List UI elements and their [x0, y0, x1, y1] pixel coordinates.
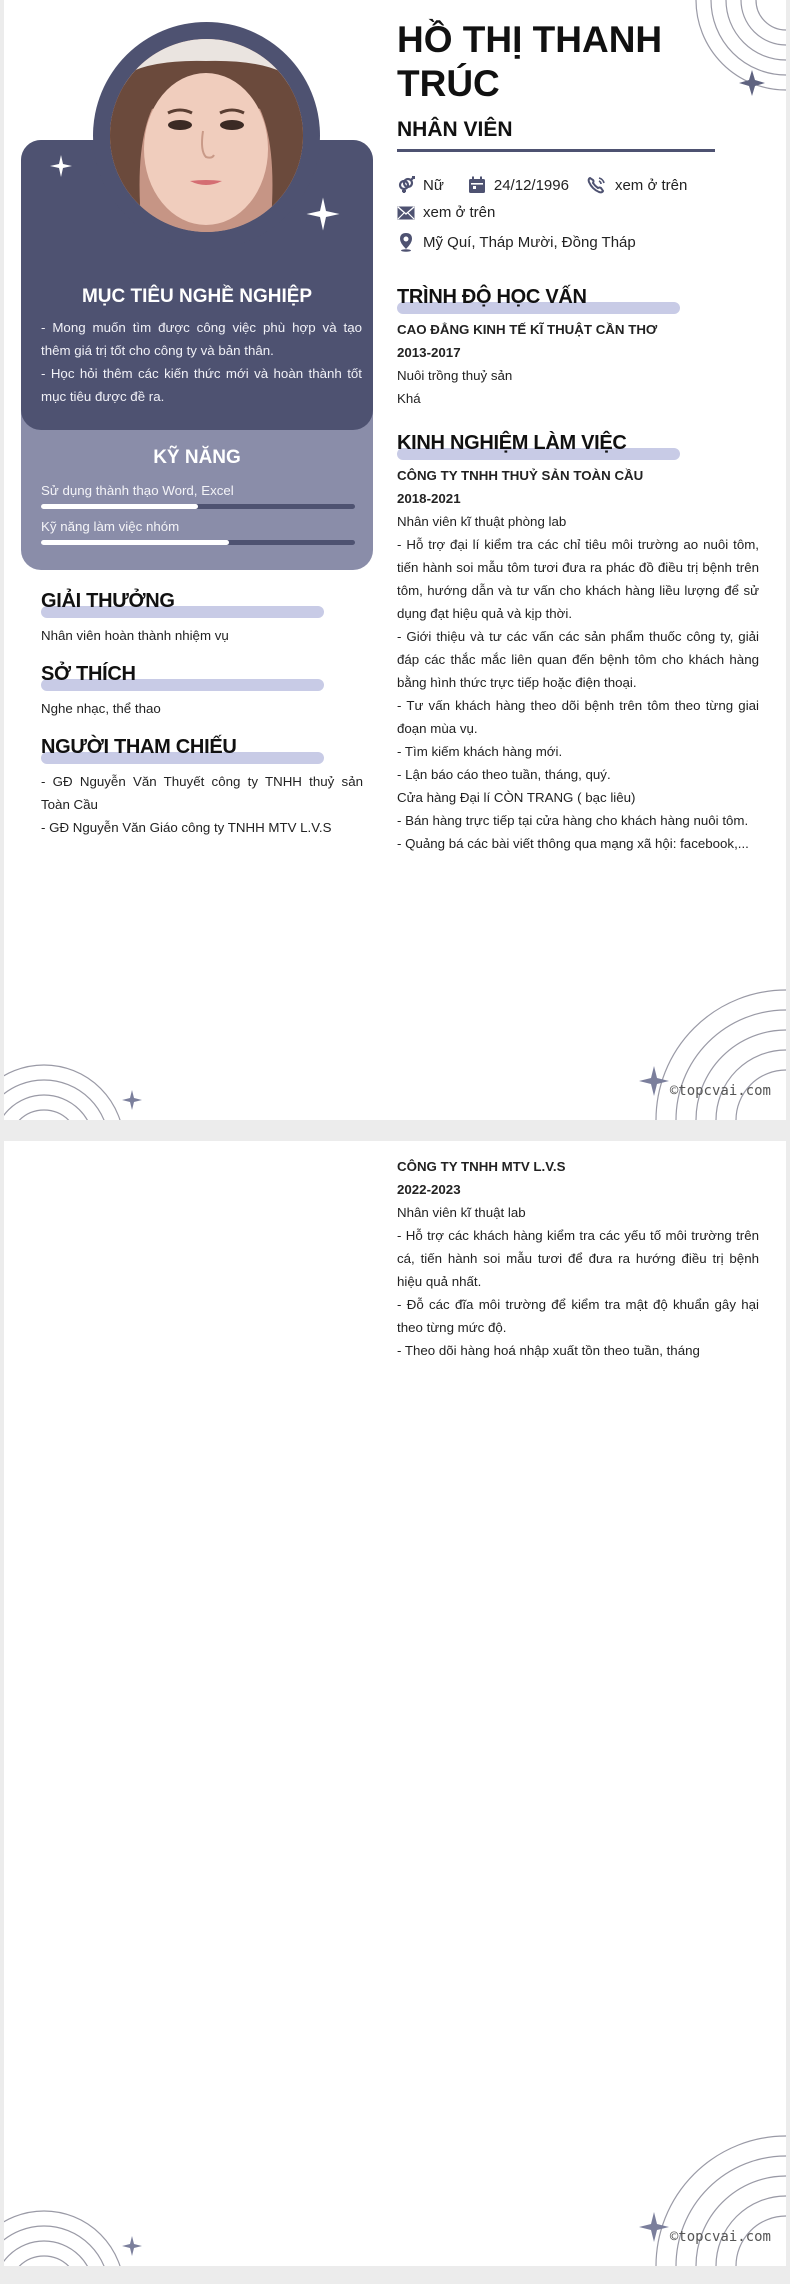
gender-icon — [397, 176, 415, 194]
reference-line: - GĐ Nguyễn Văn Thuyết công ty TNHH thuỷ sản Toàn Cầu — [41, 774, 363, 812]
education-period: 2013-2017 — [397, 345, 461, 360]
job-line: - Hỗ trợ đại lí kiểm tra các chỉ tiêu môi trường ao nuôi tôm, tiến hành soi mẫu tôm tươi đưa ra phác đồ điều trị bệnh trên tôm, hướng dẫn và tư vấn cho khách hàng liều lượng để sử dụng đạt hiệu quả và kịp thời. — [397, 537, 759, 621]
skill-bar-fill — [41, 540, 229, 545]
education-grade: Khá — [397, 391, 421, 406]
job-period: 2022-2023 — [397, 1182, 461, 1197]
avatar-image — [110, 39, 303, 232]
skill-item — [41, 482, 355, 509]
experience-title: KINH NGHIỆM LÀM VIỆC — [397, 432, 627, 454]
address-info — [397, 232, 636, 252]
gender-value: Nữ — [423, 176, 444, 194]
experience-job — [397, 464, 759, 855]
address-value: Mỹ Quí, Tháp Mười, Đồng Tháp — [423, 233, 636, 251]
job-line: - Giới thiệu và tư các vấn các sản phẩm thuốc công ty, giải đáp các thắc mắc liên quan đến bệnh tôm cho khách hàng bằng hình thức trực tiếp hoặc điện thoại. — [397, 629, 759, 690]
objective-line: - Học hỏi thêm các kiến thức mới và hoàn thành tốt mục tiêu được đề ra. — [41, 366, 362, 404]
email-value: xem ở trên — [423, 204, 496, 221]
job-period: 2018-2021 — [397, 491, 461, 506]
job-line: - Lận báo cáo theo tuần, tháng, quý. — [397, 767, 611, 782]
job-line: - Quảng bá các bài viết thông qua mạng xã hội: facebook,... — [397, 836, 749, 851]
job-company: CÔNG TY TNHH MTV L.V.S — [397, 1159, 566, 1174]
awards-text: Nhân viên hoàn thành nhiệm vụ — [41, 628, 229, 643]
decorative-arcs-bottom-left — [4, 2196, 154, 2266]
phone-value: xem ở trên — [614, 176, 688, 194]
location-pin-icon — [397, 232, 415, 252]
job-line: Cửa hàng Đại lí CÒN TRANG ( bạc liêu) — [397, 790, 636, 805]
birthday-info — [468, 176, 569, 194]
info-row-2 — [397, 204, 513, 221]
cv-page-1 — [4, 0, 786, 1120]
awards-title: GIẢI THƯỞNG — [41, 590, 175, 612]
hobbies-title: SỞ THÍCH — [41, 663, 136, 685]
candidate-name: HỒ THỊ THANH TRÚC — [397, 19, 663, 104]
job-line: - Tìm kiếm khách hàng mới. — [397, 744, 563, 759]
skill-item — [41, 518, 355, 545]
experience-job — [397, 1155, 759, 1362]
avatar — [110, 39, 303, 232]
job-line: - Đỗ các đĩa môi trường để kiểm tra mật độ khuẩn gây hại theo từng mức độ. — [397, 1297, 759, 1335]
candidate-position: NHÂN VIÊN — [397, 118, 513, 141]
experience-section-continued — [397, 1155, 759, 1362]
job-line: - Bán hàng trực tiếp tại cửa hàng cho khách hàng nuôi tôm. — [397, 813, 749, 828]
watermark: ©topcvai.com — [669, 1083, 771, 1099]
email-icon — [397, 206, 415, 220]
education-body — [397, 318, 759, 410]
birthday-value: 24/12/1996 — [493, 176, 569, 194]
skills-title: KỸ NĂNG — [153, 447, 241, 468]
education-title: TRÌNH ĐỘ HỌC VẤN — [397, 286, 587, 308]
references-section — [41, 736, 363, 839]
phone-icon — [587, 176, 607, 194]
watermark: ©topcvai.com — [669, 2229, 771, 2245]
hobbies-text: Nghe nhạc, thể thao — [41, 701, 161, 716]
calendar-icon — [468, 176, 486, 194]
gender-info — [397, 176, 444, 194]
education-section — [397, 286, 759, 410]
job-line: Nhân viên kĩ thuật phòng lab — [397, 514, 567, 529]
decorative-arcs-bottom-left — [4, 1050, 154, 1120]
job-line: - Tư vấn khách hàng theo dõi bệnh trên tôm theo từng giai đoạn mùa vụ. — [397, 698, 759, 736]
skill-name: Sử dụng thành thạo Word, Excel — [41, 483, 234, 498]
job-company: CÔNG TY TNHH THUỶ SẢN TOÀN CẦU — [397, 468, 644, 483]
references-text — [41, 770, 363, 839]
job-line: - Theo dõi hàng hoá nhập xuất tồn theo tuần, tháng — [397, 1343, 700, 1358]
info-row-3 — [397, 232, 654, 252]
references-title: NGƯỜI THAM CHIẾU — [41, 736, 237, 758]
objective-title: MỤC TIÊU NGHỀ NGHIỆP — [81, 286, 313, 307]
education-school: CAO ĐẲNG KINH TẾ KĨ THUẬT CẦN THƠ — [397, 322, 658, 337]
hobbies-section — [41, 663, 371, 720]
experience-section — [397, 432, 759, 855]
position-underline — [397, 149, 715, 152]
education-major: Nuôi trồng thuỷ sản — [397, 368, 513, 383]
email-info — [397, 204, 495, 221]
skill-bar-fill — [41, 504, 198, 509]
job-line: - Hỗ trợ các khách hàng kiểm tra các yếu tố môi trường trên cá, tiến hành soi mẫu tươi để đưa ra hướng điều trị bệnh hiệu quả nhất. — [397, 1228, 759, 1289]
cv-page-2 — [4, 1141, 786, 2266]
skill-bar — [41, 540, 355, 545]
skill-bar — [41, 504, 355, 509]
reference-line: - GĐ Nguyễn Văn Giáo công ty TNHH MTV L.V.S — [41, 820, 332, 835]
job-line: Nhân viên kĩ thuật lab — [397, 1205, 526, 1220]
awards-section — [41, 590, 371, 647]
skill-name: Kỹ năng làm việc nhóm — [41, 519, 180, 534]
phone-info — [587, 176, 687, 194]
objective-line: - Mong muốn tìm được công việc phù hợp và tạo thêm giá trị tốt cho công ty và bản thân. — [41, 320, 362, 358]
objective-text — [41, 316, 362, 408]
info-row-1 — [397, 176, 705, 194]
